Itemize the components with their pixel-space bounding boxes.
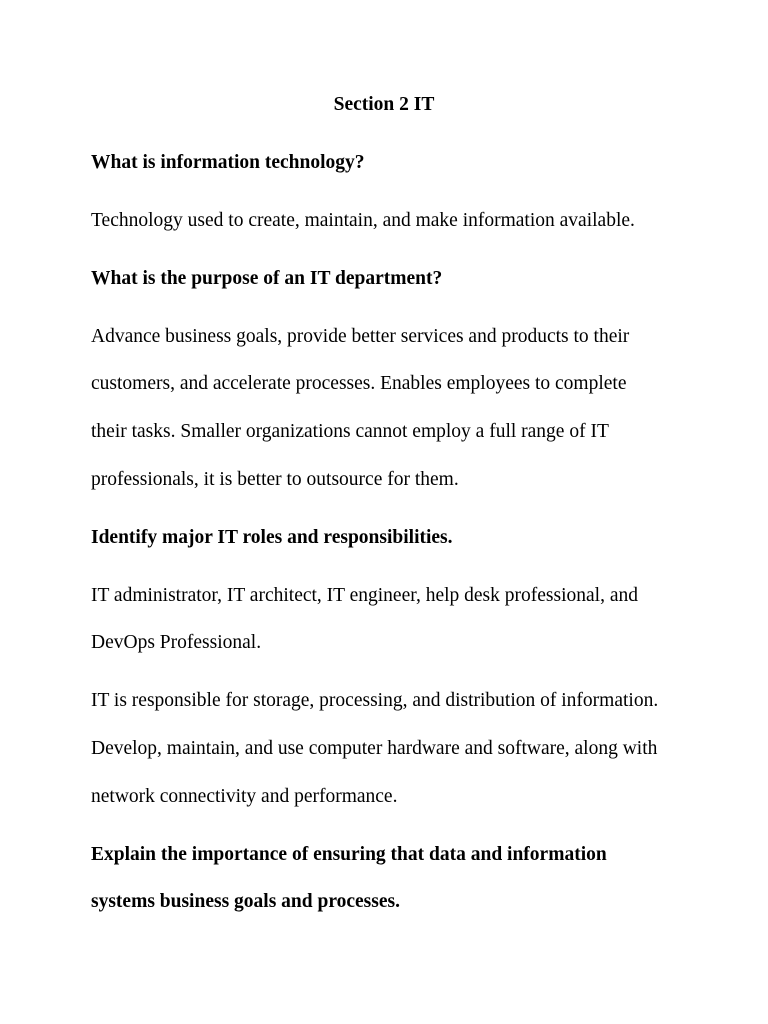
answer-line: Advance business goals, provide better services and products to their [91,326,630,347]
answer-line: network connectivity and performance. [91,786,398,807]
answer-line: Technology used to create, maintain, and make information available. [91,210,635,231]
page-title: Section 2 IT [333,94,435,115]
question-heading: Explain the importance of ensuring that data and information [91,844,607,865]
question-heading: What is information technology? [91,152,365,173]
answer-line: customers, and accelerate processes. Enables employees to complete [91,373,627,394]
answer-line: Develop, maintain, and use computer hardware and software, along with [91,738,658,759]
answer-line: IT administrator, IT architect, IT engineer, help desk professional, and [91,585,638,606]
answer-line: IT is responsible for storage, processing, and distribution of information. [91,690,659,711]
answer-line: professionals, it is better to outsource for them. [91,469,459,490]
question-heading: Identify major IT roles and responsibilities. [91,527,453,548]
answer-line: their tasks. Smaller organizations cannot employ a full range of IT [91,421,609,442]
question-heading: What is the purpose of an IT department? [91,268,443,289]
answer-line: DevOps Professional. [91,632,262,653]
question-heading: systems business goals and processes. [91,891,400,912]
